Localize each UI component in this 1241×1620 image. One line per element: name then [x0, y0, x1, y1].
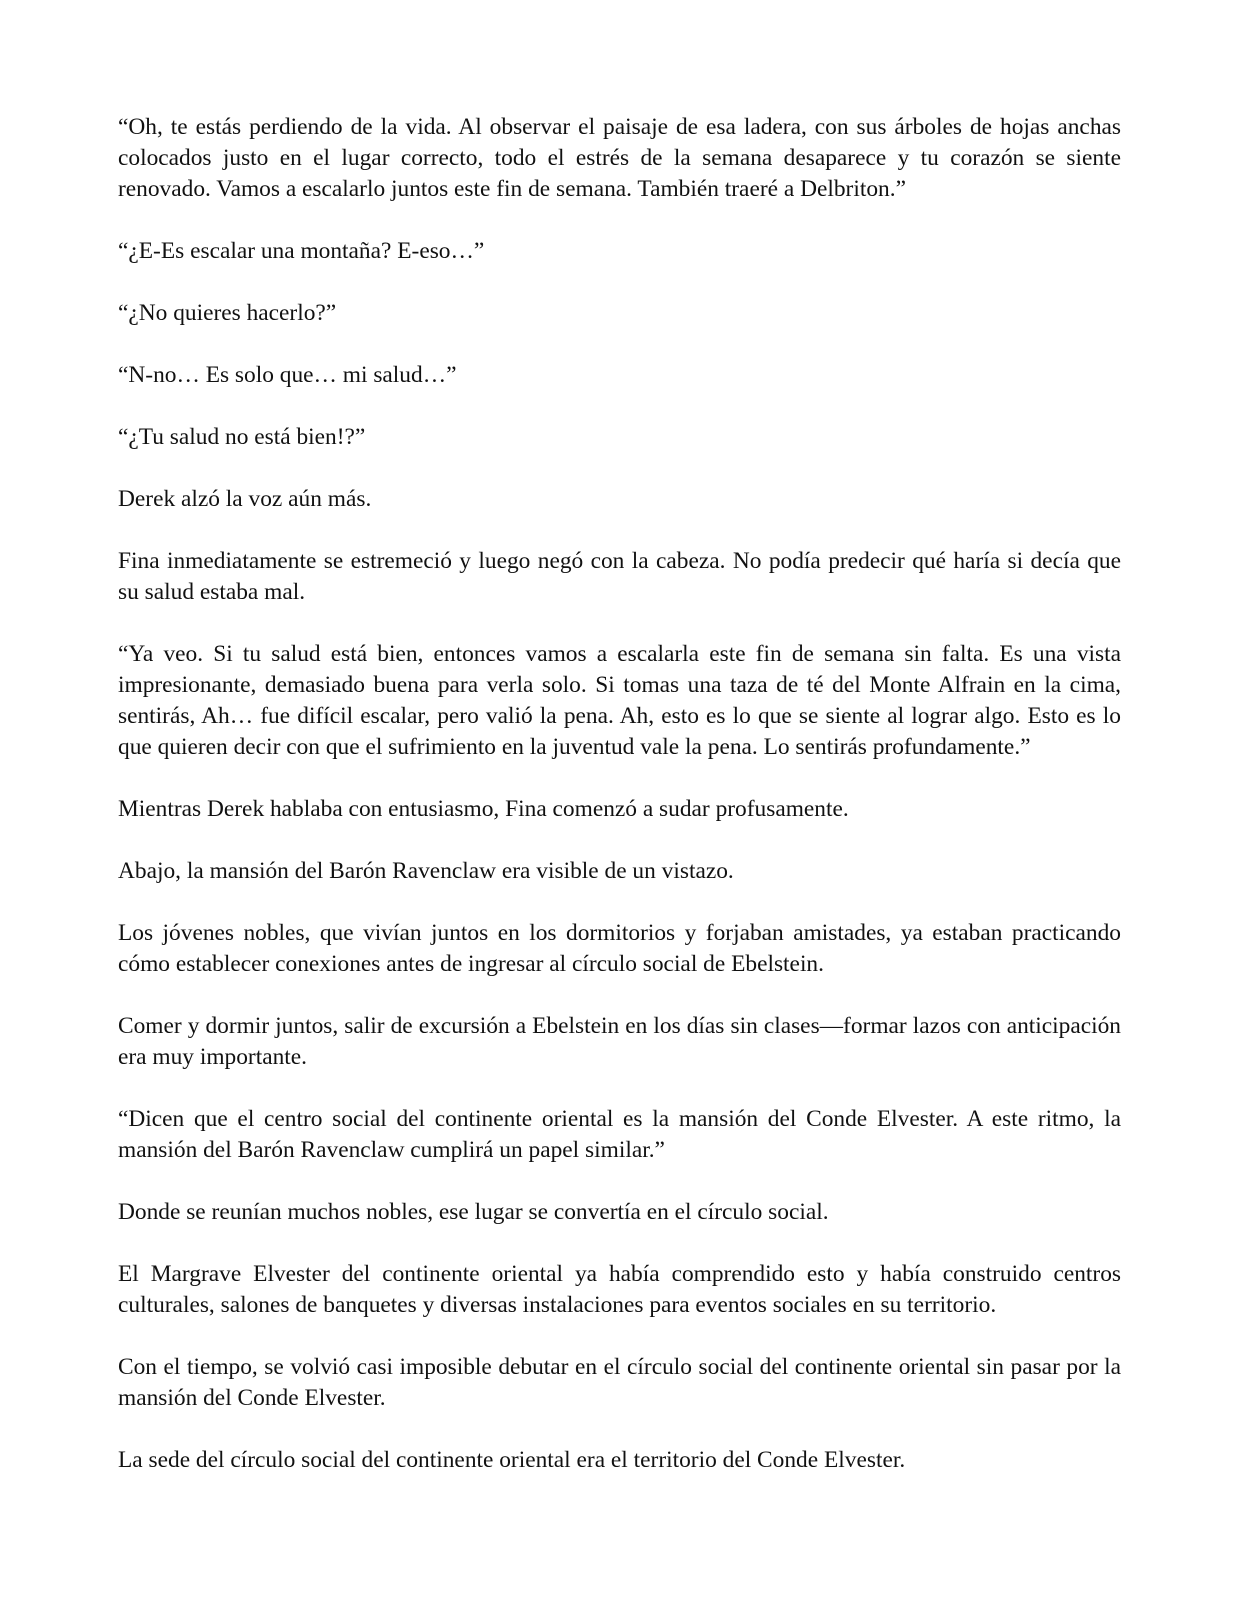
paragraph: “¿E-Es escalar una montaña? E-eso…” — [118, 238, 485, 264]
paragraph: Comer y dormir juntos, salir de excursión a Ebelstein en los días sin clases—formar lazos con anticipación era muy importante. — [118, 1013, 1121, 1070]
paragraph: Abajo, la mansión del Barón Ravenclaw era visible de un vistazo. — [118, 858, 734, 884]
paragraph: Con el tiempo, se volvió casi imposible debutar en el círculo social del continente oriental sin pasar por la mansión del Conde Elvester. — [118, 1354, 1121, 1411]
paragraph: Los jóvenes nobles, que vivían juntos en los dormitorios y forjaban amistades, ya estaban practicando cómo establecer conexiones antes de ingresar al círculo social de Ebelstein. — [118, 920, 1121, 977]
paragraph: “¿Tu salud no está bien!?” — [118, 424, 366, 450]
document-page — [118, 112, 1121, 1476]
paragraph: “Dicen que el centro social del continente oriental es la mansión del Conde Elvester. A este ritmo, la mansión del Barón Ravenclaw cumplirá un papel similar.” — [118, 1106, 1121, 1163]
paragraph: “Oh, te estás perdiendo de la vida. Al observar el paisaje de esa ladera, con sus árboles de hojas anchas colocados justo en el lugar correcto, todo el estrés de la semana desaparece y tu corazón se siente renovado. Vamos a escalarlo juntos este fin de semana. También traeré a Delbriton.” — [118, 114, 1121, 202]
paragraph: “¿No quieres hacerlo?” — [118, 300, 337, 326]
paragraph: Fina inmediatamente se estremeció y luego negó con la cabeza. No podía predecir qué haría si decía que su salud estaba mal. — [118, 548, 1121, 605]
paragraph: El Margrave Elvester del continente oriental ya había comprendido esto y había construido centros culturales, salones de banquetes y diversas instalaciones para eventos sociales en su territorio. — [118, 1261, 1121, 1318]
paragraph: Derek alzó la voz aún más. — [118, 486, 372, 512]
paragraph: La sede del círculo social del continente oriental era el territorio del Conde Elvester. — [118, 1447, 906, 1473]
paragraph: Donde se reunían muchos nobles, ese lugar se convertía en el círculo social. — [118, 1199, 829, 1225]
paragraph: Mientras Derek hablaba con entusiasmo, Fina comenzó a sudar profusamente. — [118, 796, 849, 822]
paragraph: “N-no… Es solo que… mi salud…” — [118, 362, 457, 388]
paragraph: “Ya veo. Si tu salud está bien, entonces vamos a escalarla este fin de semana sin falta. Es una vista impresionante, demasiado buena para verla solo. Si tomas una taza de té del Monte Alfrain en la cima, sentirás, Ah… fue difícil escalar, pero valió la pena. Ah, esto es lo que se siente al lograr algo. Esto es lo que quieren decir con que el sufrimiento en la juventud vale la pena. Lo sentirás profundamente.” — [118, 641, 1121, 760]
